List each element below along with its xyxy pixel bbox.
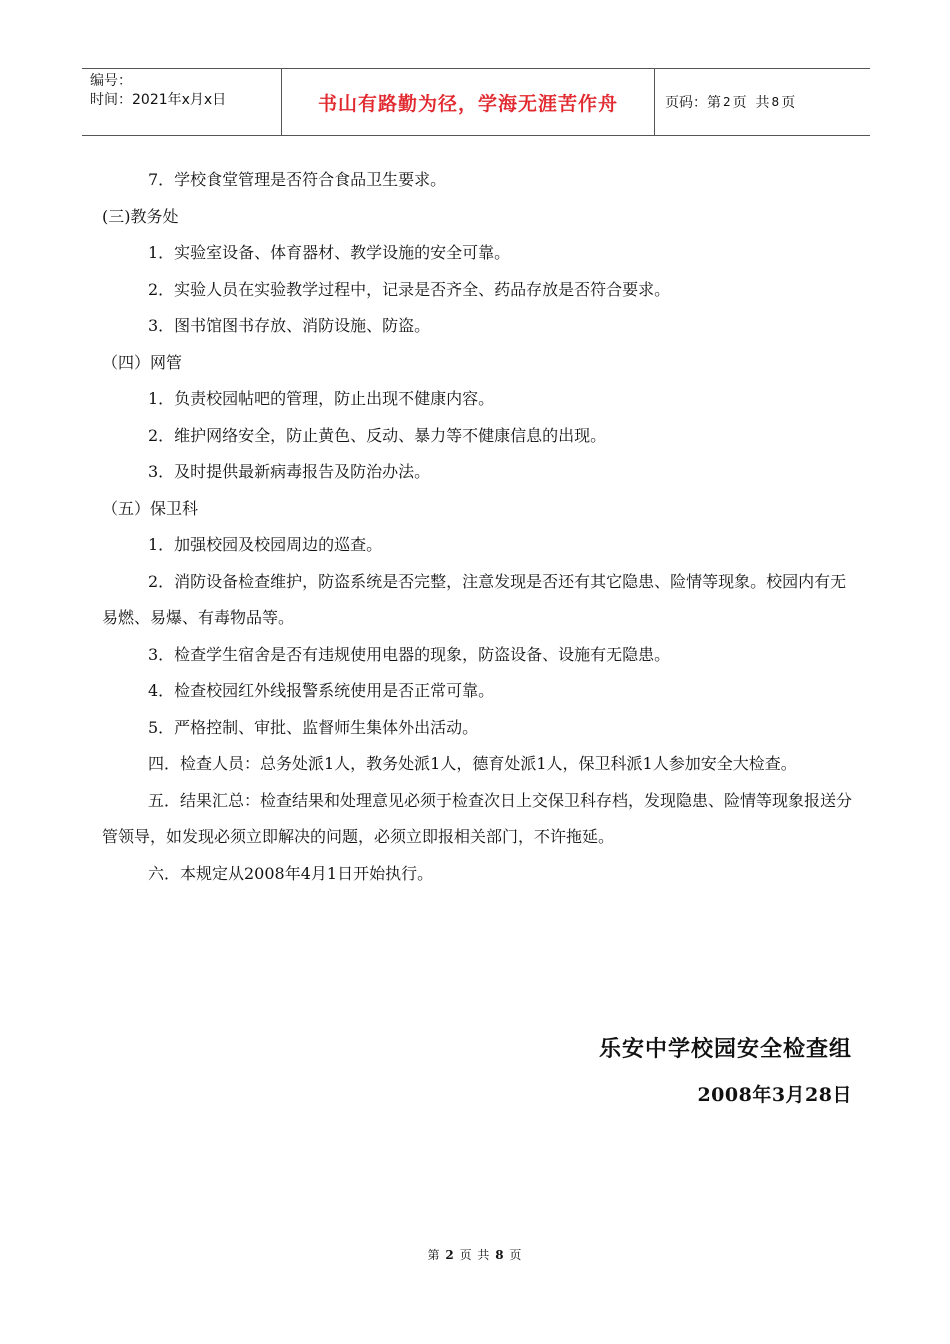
- paragraph: 六．本规定从2008年4月1日开始执行。: [148, 863, 434, 883]
- page-mid: 页 共: [732, 95, 770, 111]
- paragraph: 3．图书馆图书存放、消防设施、防盗。: [148, 316, 431, 335]
- code-label: 编号：: [90, 73, 132, 89]
- header-meta: [82, 69, 282, 135]
- page-prefix: 页码：第: [665, 95, 721, 111]
- footer-mid: 页 共: [459, 1248, 491, 1262]
- time-label: 时间：2021年x月x日: [90, 92, 227, 108]
- section-heading: (三)教务处: [102, 206, 179, 226]
- page-footer: [0, 1246, 950, 1263]
- signature-block: [599, 1030, 852, 1107]
- header-page-info: [655, 69, 870, 135]
- header-motto: 书山有路勤为径，学海无涯苦作舟: [282, 69, 655, 135]
- paragraph: 7．学校食堂管理是否符合食品卫生要求。: [148, 170, 447, 189]
- paragraph: 3．及时提供最新病毒报告及防治办法。: [148, 462, 431, 481]
- paragraph: 2．消防设备检查维护，防盗系统是否完整，注意发现是否还有其它隐患、险情等现象。校园内有无易燃、易爆、有毒物品等。: [102, 571, 847, 627]
- paragraph: 1．实验室设备、体育器材、教学设施的安全可靠。: [148, 243, 511, 262]
- paragraph: 4．检查校园红外线报警系统使用是否正常可靠。: [148, 681, 495, 700]
- page-total: 8: [771, 95, 780, 109]
- page-header: [82, 68, 870, 136]
- page-suffix: 页: [781, 95, 796, 111]
- paragraph: 5．严格控制、审批、监督师生集体外出活动。: [148, 717, 479, 737]
- paragraph: 四．检查人员：总务处派1人，教务处派1人，德育处派1人，保卫科派1人参加安全大检查。: [148, 754, 797, 773]
- paragraph: 2．实验人员在实验教学过程中，记录是否齐全、药品存放是否符合要求。: [148, 279, 671, 299]
- footer-suffix: 页: [509, 1248, 523, 1262]
- footer-page-number: 2: [445, 1248, 455, 1262]
- paragraph: 五．结果汇总：检查结果和处理意见必须于检查次日上交保卫科存档，发现隐患、险情等现象报送分管领导，如发现必须立即解决的问题，必须立即报相关部门，不许拖延。: [102, 790, 853, 846]
- section-heading: （四）网管: [102, 352, 183, 372]
- footer-prefix: 第: [427, 1248, 441, 1262]
- page-number: 2: [723, 95, 731, 109]
- paragraph: 2．维护网络安全，防止黄色、反动、暴力等不健康信息的出现。: [148, 425, 607, 445]
- signature-date: 2008年3月28日: [697, 1084, 852, 1106]
- paragraph: 1．加强校园及校园周边的巡查。: [148, 535, 383, 554]
- signature-org: 乐安中学校园安全检查组: [598, 1037, 852, 1062]
- section-heading: （五）保卫科: [102, 498, 199, 518]
- document-body: [102, 162, 862, 892]
- paragraph: 1．负责校园帖吧的管理，防止出现不健康内容。: [148, 389, 495, 408]
- paragraph: 3．检查学生宿舍是否有违规使用电器的现象，防盗设备、设施有无隐患。: [148, 644, 671, 664]
- footer-page-total: 8: [495, 1248, 505, 1262]
